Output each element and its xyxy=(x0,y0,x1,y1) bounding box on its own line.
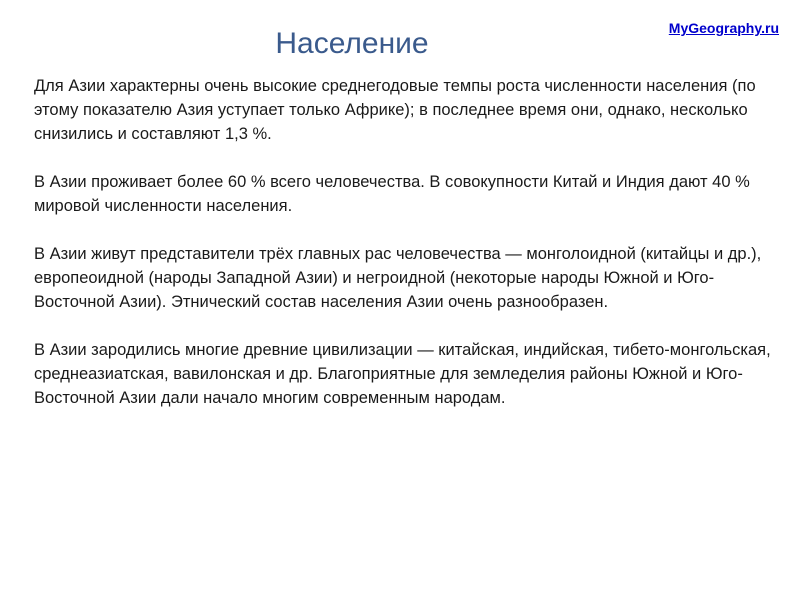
paragraph-population-share: В Азии проживает более 60 % всего человечества. В совокупности Китай и Индия дают 40 % мировой численности населения. xyxy=(34,173,750,215)
site-link[interactable]: MyGeography.ru xyxy=(668,20,779,36)
paragraph-growth-rate: Для Азии характерны очень высокие среднегодовые темпы роста численности населения (по этому показателю Азия уступает только Африке); в последнее время они, однако, несколько снизились и составляют 1,3 %. xyxy=(34,77,756,143)
slide-title: Население xyxy=(275,27,429,60)
paragraph-civilizations: В Азии зародились многие древние цивилизации — китайская, индийская, тибето-монгольская, среднеазиатская, вавилонская и др. Благоприятные для земледелия районы Южной и Юго-Восточной Азии дали начало многим современным народам. xyxy=(34,341,771,407)
slide-body xyxy=(34,74,779,434)
paragraph-races: В Азии живут представители трёх главных рас человечества — монголоидной (китайцы и др.), европеоидной (народы Западной Азии) и негроидной (некоторые народы Южной и Юго-Восточной Азии). Этнический состав населения Азии очень разнообразен. xyxy=(34,245,762,311)
